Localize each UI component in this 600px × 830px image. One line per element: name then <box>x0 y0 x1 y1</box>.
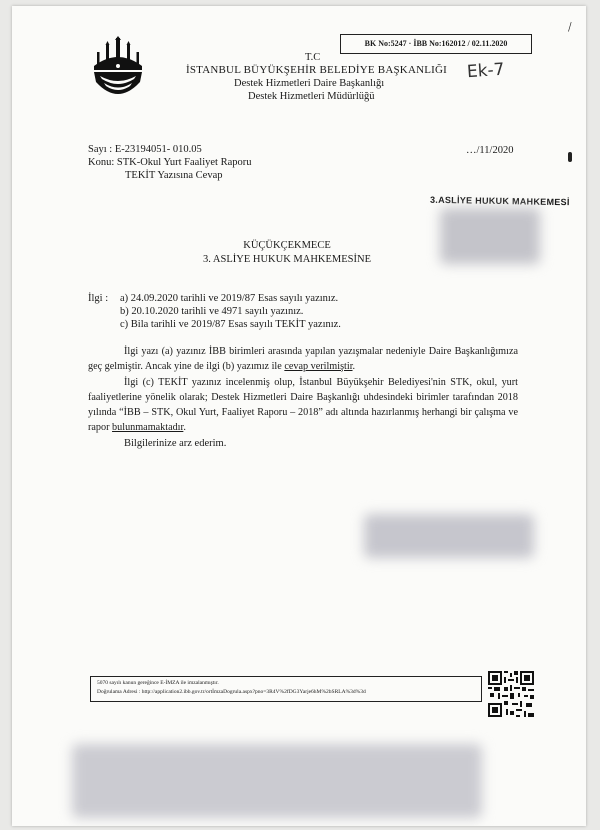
qr-code-icon <box>488 671 534 717</box>
ink-mark <box>568 152 572 162</box>
redacted-bottom-area <box>72 744 482 818</box>
header-institution: İSTANBUL BÜYÜKŞEHİR BELEDİYE BAŞKANLIĞI <box>186 64 448 76</box>
konu-line-2: TEKİT Yazısına Cevap <box>125 170 223 181</box>
handwritten-annotation: Ek-7 <box>466 59 506 83</box>
addressee-line-1: KÜÇÜKÇEKMECE <box>243 240 331 251</box>
underlined-phrase-2: bulunmamaktadır <box>112 422 184 433</box>
ibb-logo-icon <box>90 36 146 104</box>
redacted-stamp-area <box>440 208 540 264</box>
body-paragraph-2: İlgi (c) TEKİT yazınız incelenmiş olup, İstanbul Büyükşehir Belediyesi'nin STK, okul, yurt faaliyetlerine yönelik olarak; Destek Hizmetleri Daire Başkanlığı uhdesindeki birimler tarafından 2018 yılında “İBB – STK, Okul Yurt, Faaliyet Raporu – 2018” adı altında hazırlanmış herhangi bir çalışma ve rapor bulunmamaktadır. <box>88 377 518 433</box>
sayi-line: Sayı : E-23194051- 010.05 <box>88 144 202 155</box>
ilgi-label: İlgi : <box>88 293 109 304</box>
verification-url: Doğrulama Adresi : http://application2.ibb.gov.tr/ortİmzaDogrula.aspx?pno=3R4V%2fDG3Yarje6hM%2bSRLA%3d%3d <box>97 689 366 695</box>
pen-mark-icon: \ <box>563 20 576 35</box>
ilgi-item-b: b) 20.10.2020 tarihli ve 4971 sayılı yazınız. <box>120 306 304 317</box>
ilgi-item-c: c) Bila tarihli ve 2019/87 Esas sayılı TEKİT yazınız. <box>120 319 341 330</box>
addressee-line-2: 3. ASLİYE HUKUK MAHKEMESİNE <box>203 254 371 265</box>
ilgi-item-a: a) 24.09.2020 tarihli ve 2019/87 Esas sayılı yazınız. <box>120 293 339 304</box>
header-directorate: Destek Hizmetleri Müdürlüğü <box>248 91 375 102</box>
reference-number-box: BK No:5247 · İBB No:162012 / 02.11.2020 <box>340 34 532 54</box>
underlined-phrase-1: cevap verilmiştir <box>284 361 353 372</box>
konu-line: Konu: STK-Okul Yurt Faaliyet Raporu <box>88 157 252 168</box>
document-date: …/11/2020 <box>466 145 514 156</box>
header-department: Destek Hizmetleri Daire Başkanlığı <box>234 78 385 89</box>
body-paragraph-1: İlgi yazı (a) yazınız İBB birimleri arasında yapılan yazışmalar nedeniyle Daire Başkanlığımıza geç gelmiştir. Ancak yine de ilgi (b) yazımız ile cevap verilmiştir. <box>88 346 518 372</box>
redacted-signature <box>364 514 534 558</box>
footer-line-1: 5070 sayılı kanun gereğince E-İMZA ile imzalanmıştır. <box>97 680 219 686</box>
header-tc: T.C <box>305 52 321 63</box>
court-stamp: 3.ASLİYE HUKUK MAHKEMESİ <box>429 194 570 208</box>
closing-line: Bilgilerinize arz ederim. <box>124 438 227 449</box>
document-page <box>12 6 586 826</box>
e-signature-footer <box>90 676 482 702</box>
